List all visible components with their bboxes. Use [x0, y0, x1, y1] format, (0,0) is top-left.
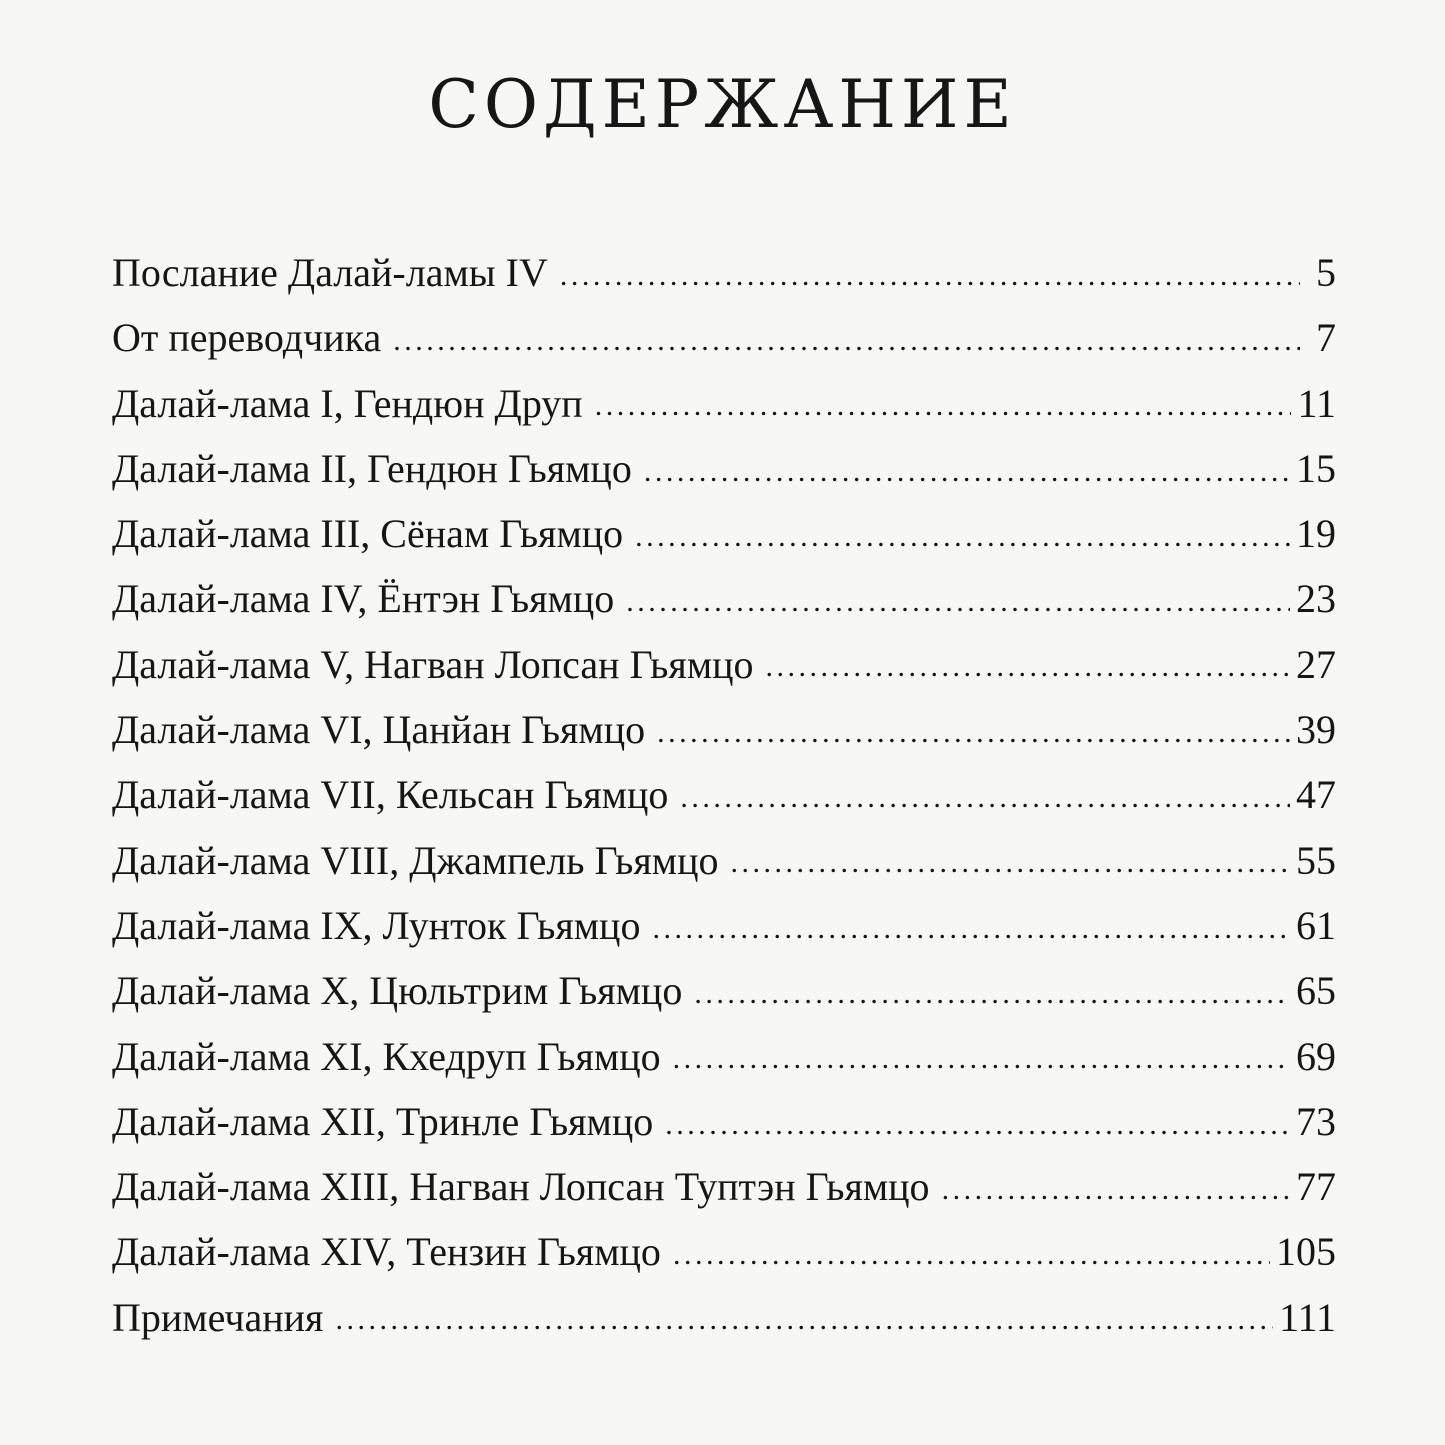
toc-entry-page: 47	[1296, 772, 1336, 818]
toc-entry	[112, 958, 1336, 1023]
toc-entry-page: 73	[1296, 1098, 1336, 1144]
toc-entry	[112, 762, 1336, 827]
dot-leader	[560, 261, 1300, 301]
toc-entry-page: 19	[1296, 511, 1336, 557]
dot-leader	[626, 587, 1290, 627]
dot-leader	[595, 391, 1292, 431]
table-of-contents	[112, 240, 1336, 1350]
toc-entry-label: Далай-лама III, Сёнам Гьямцо	[112, 511, 624, 557]
toc-entry-page: 23	[1296, 576, 1336, 622]
toc-entry-label: Далай-лама XII, Тринле Гьямцо	[112, 1098, 654, 1144]
toc-entry-label: Далай-лама VII, Кельсан Гьямцо	[112, 772, 669, 818]
dot-leader	[680, 783, 1290, 823]
dot-leader	[335, 1305, 1273, 1345]
toc-entry	[112, 632, 1336, 697]
page-title: СОДЕРЖАНИЕ	[428, 66, 1017, 143]
toc-entry-page: 69	[1296, 1033, 1336, 1079]
toc-entry-page: 5	[1316, 250, 1336, 295]
dot-leader	[942, 1175, 1290, 1215]
toc-entry-label: Послание Далай-ламы IV	[112, 250, 548, 295]
dot-leader	[393, 326, 1300, 366]
toc-entry	[112, 1024, 1336, 1089]
toc-entry	[112, 828, 1336, 893]
toc-entry-label: Далай-лама II, Гендюн Гьямцо	[112, 445, 632, 491]
toc-entry	[112, 1219, 1336, 1284]
toc-entry	[112, 1089, 1336, 1154]
toc-entry	[112, 305, 1336, 370]
toc-entry-label: Далай-лама VIII, Джампель Гьямцо	[112, 837, 719, 883]
dot-leader	[694, 979, 1290, 1019]
toc-entry-label: Далай-лама XI, Кхедруп Гьямцо	[112, 1033, 661, 1079]
toc-entry-label: Далай-лама VI, Цанйан Гьямцо	[112, 707, 646, 753]
dot-leader	[652, 914, 1290, 954]
toc-entry-label: Далай-лама IX, Лунток Гьямцо	[112, 902, 641, 948]
toc-entry-label: Далай-лама IV, Ёнтэн Гьямцо	[112, 576, 615, 622]
toc-entry-label: Примечания	[112, 1294, 324, 1340]
toc-entry-page: 27	[1296, 641, 1336, 687]
toc-entry-page: 55	[1296, 837, 1336, 883]
dot-leader	[731, 848, 1290, 888]
toc-entry	[112, 893, 1336, 958]
toc-entry-page: 65	[1296, 968, 1336, 1014]
toc-entry-page: 77	[1296, 1164, 1336, 1210]
toc-entry-page: 15	[1296, 445, 1336, 491]
toc-entry-label: Далай-лама XIV, Тензин Гьямцо	[112, 1229, 661, 1275]
dot-leader	[766, 652, 1290, 692]
toc-entry	[112, 697, 1336, 762]
dot-leader	[635, 522, 1290, 562]
dot-leader	[673, 1044, 1290, 1084]
toc-entry-page: 111	[1278, 1294, 1336, 1340]
dot-leader	[644, 457, 1290, 497]
toc-entry-page: 105	[1276, 1229, 1336, 1275]
toc-entry	[112, 566, 1336, 631]
toc-entry-label: Далай-лама V, Нагван Лопсан Гьямцо	[112, 641, 754, 687]
toc-entry	[112, 240, 1336, 305]
toc-entry	[112, 501, 1336, 566]
toc-entry	[112, 1285, 1336, 1350]
toc-entry-page: 7	[1316, 315, 1336, 361]
toc-entry-label: Далай-лама XIII, Нагван Лопсан Туптэн Гьямцо	[112, 1164, 930, 1210]
toc-entry	[112, 1154, 1336, 1219]
dot-leader	[673, 1240, 1270, 1280]
toc-entry-label: От переводчика	[112, 315, 382, 361]
toc-entry-page: 11	[1297, 380, 1336, 426]
toc-entry	[112, 371, 1336, 436]
dot-leader	[665, 1110, 1290, 1150]
toc-entry-label: Далай-лама X, Цюльтрим Гьямцо	[112, 968, 683, 1014]
toc-entry	[112, 436, 1336, 501]
toc-entry-label: Далай-лама I, Гендюн Друп	[112, 380, 583, 426]
dot-leader	[657, 718, 1290, 758]
toc-entry-page: 39	[1296, 707, 1336, 753]
toc-entry-page: 61	[1296, 902, 1336, 948]
